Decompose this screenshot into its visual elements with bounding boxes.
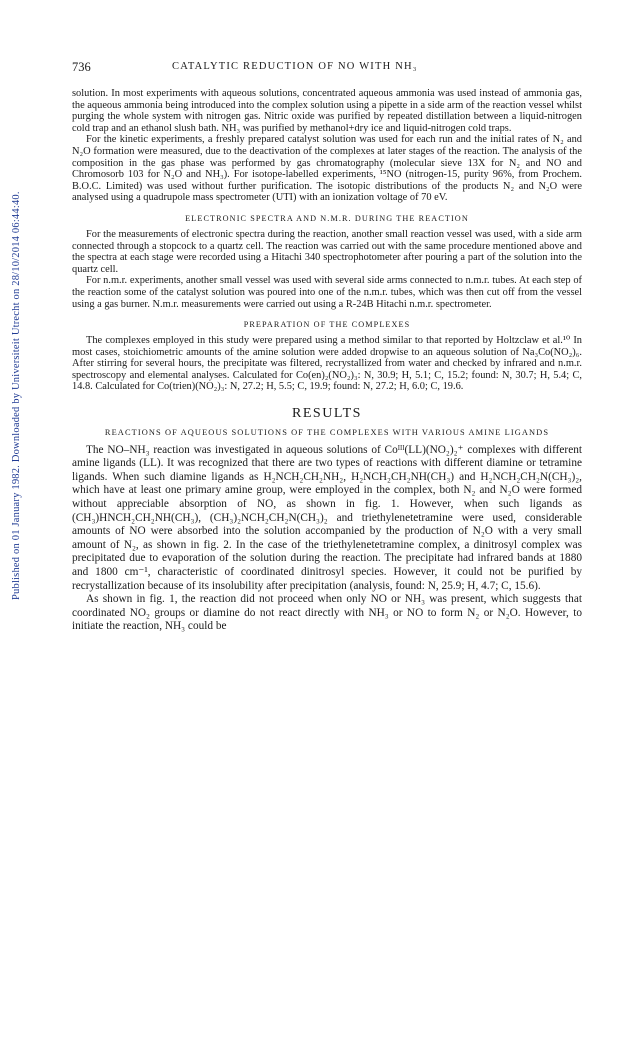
paragraph-nmr-experiments: For n.m.r. experiments, another small vessel was used with several side arms connected to n.m.r. tubes. At each step of the reaction some of the catalyst solution was poured into one of the n.m.r. tubes, which was then cut off from the vessel using a gas burner. N.m.r. measurements were carried out using a R-24B Hitachi n.m.r. spectrometer. <box>72 275 582 310</box>
results-body <box>72 444 582 634</box>
paragraph-results-fig1: As shown in fig. 1, the reaction did not proceed when only NO or NH₃ was present, which suggests that coordinated NO₂ groups or diamine do not react directly with NH₃ or NO to form N₂ or N₂O. However, to initiate the reaction, NH₃ could be <box>72 593 582 633</box>
paragraph-experimental-continued: solution. In most experiments with aqueous solutions, concentrated aqueous ammonia was used instead of ammonia gas, the aqueous ammonia being introduced into the complex solution using a pipette in a side arm of the reaction vessel whilst purging the whole system with nitrogen gas. Nitric oxide was purified by repeated distillation between a liquid-nitrogen cold trap and an ethanol slush bath. NH₃ was purified by methanol+dry ice and liquid-nitrogen cold traps. <box>72 88 582 134</box>
article-page <box>72 60 582 634</box>
page-number: 736 <box>72 60 91 74</box>
results-subheading: REACTIONS OF AQUEOUS SOLUTIONS OF THE COMPLEXES WITH VARIOUS AMINE LIGANDS <box>104 428 550 438</box>
paragraph-preparation: The complexes employed in this study were prepared using a method similar to that reported by Holtzclaw et al.¹⁰ In most cases, stoichiometric amounts of the amine solution were added dropwise to an aqueous solution of Na₃Co(NO₂)₆. After stirring for several hours, the precipitate was filtered, recrystallized from water and checked by infrared and n.m.r. spectroscopy and elemental analyses. Calculated for Co(en)₂(NO₂)₃: N, 30.9; H, 5.1; C, 15.2; found: N, 30.7; H, 5.4; C, 14.8. Calculated for Co(trien)(NO₂)₃: N, 27.2; H, 5.5; C, 19.9; found: N, 27.2; H, 6.0; C, 19.6. <box>72 335 582 393</box>
download-notice-sidebar <box>11 191 27 1040</box>
subheading-preparation: PREPARATION OF THE COMPLEXES <box>243 320 411 330</box>
download-notice: Published on 01 January 1982. Downloaded by Universiteit Utrecht on 28/10/2014 06:44:40. <box>11 191 22 600</box>
page-header <box>72 60 582 78</box>
results-heading: RESULTS <box>292 406 362 422</box>
paragraph-electronic-spectra: For the measurements of electronic spectra during the reaction, another small reaction vessel was used, with a side arm connected through a stopcock to a quartz cell. The reaction was carried out with the same procedure mentioned above and the spectra at each stage were recorded using a Hitachi 340 spectrophotometer after pouring a part of the solution into the quartz cell. <box>72 228 582 275</box>
paragraph-kinetic-experiments: For the kinetic experiments, a freshly prepared catalyst solution was used for each run and the initial rates of N₂ and N₂O formation were measured, due to the deactivation of the complexes at later stages of the reaction. The analysis of the composition in the gas phase was performed by gas chromatography (molecular sieve 13X for N₂ and NO and Chromosorb 103 for N₂O and NH₃). For isotope-labelled experiments, ¹⁵NO (nitrogen-15, purity 96%, from Prochem. B.O.C. Limited) was used without further purification. The isotopic distributions of the products N₂ and N₂O were analysed using a quadrupole mass spectrometer (UTI) with an ionization voltage of 70 eV. <box>72 134 582 204</box>
running-title: CATALYTIC REDUCTION OF NO WITH NH₃ <box>172 61 418 72</box>
subheading-electronic-spectra: ELECTRONIC SPECTRA AND N.M.R. DURING THE REACTION <box>185 213 469 223</box>
paragraph-results-amine-ligands: The NO–NH₃ reaction was investigated in aqueous solutions of Coᴵᴵᴵ(LL)(NO₂)₂⁺ complexes with different amine ligands (LL). It was recognized that there are two types of reactions with different diamine or tetramine ligands. When such diamine ligands as H₂NCH₂CH₂NH₂, H₂NCH₂CH₂NH(CH₃) and H₂NCH₂CH₂N(CH₃)₂, which have at least one primary amine group, were employed in the complex, both N₂ and N₂O were formed without appreciable absorption of NO, as shown in fig. 1. However, when such ligands as (CH₃)HNCH₂CH₂NH(CH₃), (CH₃)₂NCH₂CH₂N(CH₃)₂ and triethylenetetramine were used, considerable amounts of NO were absorbed into the solution accompanied by the production of N₂O with a very small amount of N₂, as shown in fig. 2. In the case of the triethylenetetramine complex, a dinitrosyl complex was precipitated due to evaporation of the solution during the reaction. The precipitate had infrared bands at 1880 and 1800 cm⁻¹, characteristic of coordinated dinitrosyl species. However, it could not be purified by recrystallization because of its insolubility after precipitation (analysis, found: N, 25.9; H, 4.7; C, 15.6). <box>72 443 582 592</box>
